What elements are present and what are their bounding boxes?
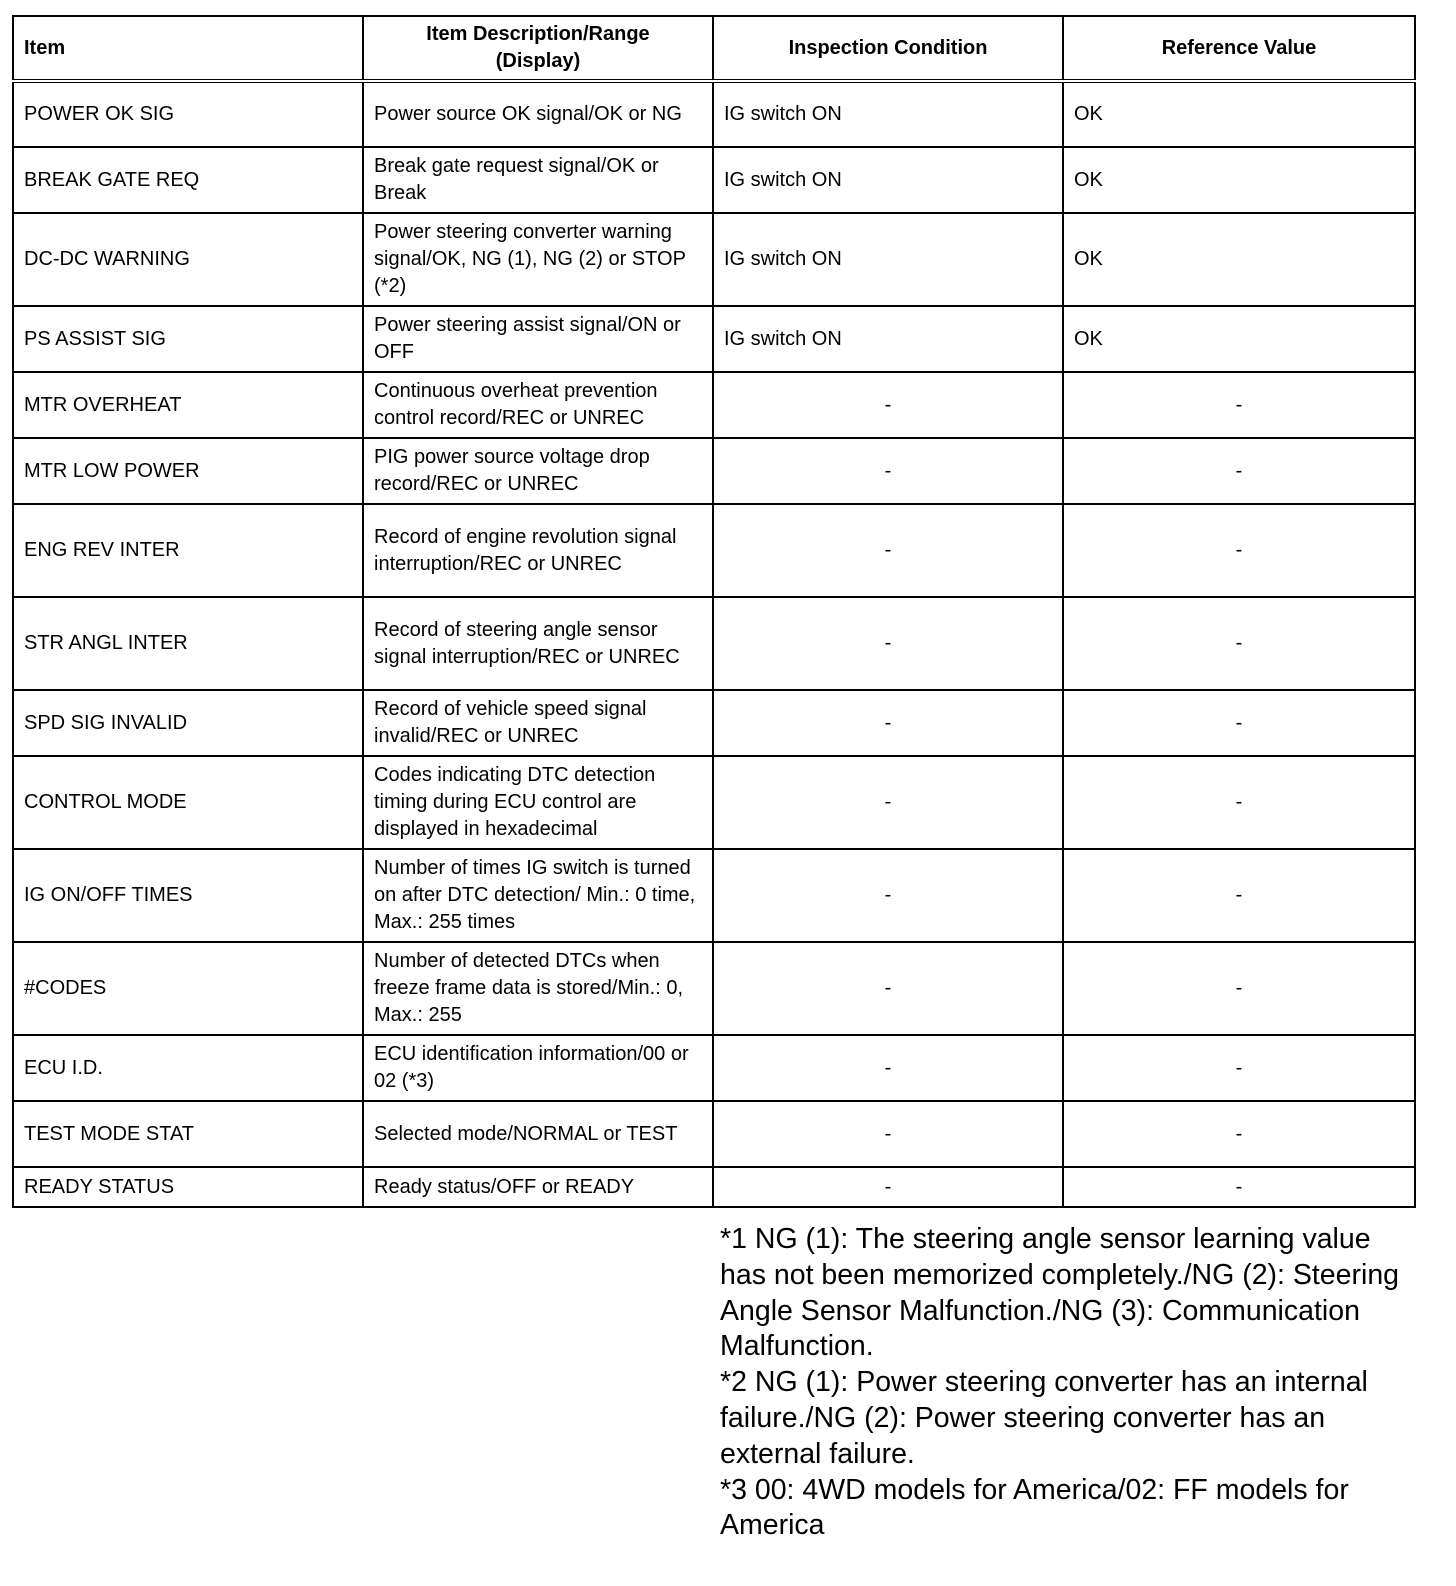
item-cell: MTR LOW POWER [13, 438, 363, 504]
footnote-2: *2 NG (1): Power steering converter has an internal failure./NG (2): Power steering converter has an external failure. [720, 1366, 1368, 1470]
description-cell: ECU identification information/00 or 02 (*3) [363, 1035, 713, 1101]
table-row [13, 81, 1415, 147]
item-cell: CONTROL MODE [13, 756, 363, 849]
condition-cell: - [713, 756, 1063, 849]
condition-cell: IG switch ON [713, 81, 1063, 147]
footnote-3: *3 00: 4WD models for America/02: FF models for America [720, 1473, 1349, 1542]
condition-cell: - [713, 849, 1063, 942]
table-row [13, 504, 1415, 597]
description-cell: Power source OK signal/OK or NG [363, 81, 713, 147]
footnotes [720, 1222, 1420, 1544]
header-item: Item [13, 16, 363, 81]
header-reference: Reference Value [1063, 16, 1415, 81]
description-cell: Codes indicating DTC detection timing during ECU control are displayed in hexadecimal [363, 756, 713, 849]
item-cell: PS ASSIST SIG [13, 306, 363, 372]
reference-cell: - [1063, 849, 1415, 942]
table-row [13, 306, 1415, 372]
table-body [13, 81, 1415, 1207]
condition-cell: IG switch ON [713, 147, 1063, 213]
reference-cell: - [1063, 942, 1415, 1035]
header-condition: Inspection Condition [713, 16, 1063, 81]
item-cell: ENG REV INTER [13, 504, 363, 597]
data-list-table [12, 15, 1416, 1208]
condition-cell: - [713, 1101, 1063, 1167]
item-cell: ECU I.D. [13, 1035, 363, 1101]
table-row [13, 213, 1415, 306]
item-cell: STR ANGL INTER [13, 597, 363, 690]
item-cell: SPD SIG INVALID [13, 690, 363, 756]
condition-cell: - [713, 438, 1063, 504]
reference-cell: - [1063, 438, 1415, 504]
description-cell: Selected mode/NORMAL or TEST [363, 1101, 713, 1167]
table-row [13, 756, 1415, 849]
description-cell: Continuous overheat prevention control record/REC or UNREC [363, 372, 713, 438]
reference-cell: - [1063, 690, 1415, 756]
condition-cell: - [713, 1035, 1063, 1101]
footnote-1: *1 NG (1): The steering angle sensor learning value has not been memorized completely./NG (2): Steering Angle Sensor Malfunction./NG (3): Communication Malfunction. [720, 1223, 1400, 1363]
table-row [13, 849, 1415, 942]
table-row [13, 1167, 1415, 1207]
item-cell: POWER OK SIG [13, 81, 363, 147]
item-cell: #CODES [13, 942, 363, 1035]
condition-cell: - [713, 942, 1063, 1035]
reference-cell: OK [1063, 213, 1415, 306]
header-row [13, 16, 1415, 81]
table-row [13, 690, 1415, 756]
reference-cell: - [1063, 1035, 1415, 1101]
condition-cell: IG switch ON [713, 213, 1063, 306]
item-cell: BREAK GATE REQ [13, 147, 363, 213]
description-cell: PIG power source voltage drop record/REC or UNREC [363, 438, 713, 504]
item-cell: READY STATUS [13, 1167, 363, 1207]
table-row [13, 1035, 1415, 1101]
item-cell: MTR OVERHEAT [13, 372, 363, 438]
table-row [13, 597, 1415, 690]
description-cell: Number of detected DTCs when freeze frame data is stored/Min.: 0, Max.: 255 [363, 942, 713, 1035]
table-row [13, 942, 1415, 1035]
description-cell: Record of engine revolution signal interruption/REC or UNREC [363, 504, 713, 597]
description-cell: Record of vehicle speed signal invalid/REC or UNREC [363, 690, 713, 756]
description-cell: Power steering assist signal/ON or OFF [363, 306, 713, 372]
reference-cell: - [1063, 756, 1415, 849]
description-cell: Ready status/OFF or READY [363, 1167, 713, 1207]
condition-cell: IG switch ON [713, 306, 1063, 372]
table-row [13, 372, 1415, 438]
item-cell: DC-DC WARNING [13, 213, 363, 306]
reference-cell: OK [1063, 147, 1415, 213]
description-cell: Number of times IG switch is turned on after DTC detection/ Min.: 0 time, Max.: 255 times [363, 849, 713, 942]
reference-cell: - [1063, 504, 1415, 597]
reference-cell: - [1063, 372, 1415, 438]
condition-cell: - [713, 690, 1063, 756]
table-row [13, 1101, 1415, 1167]
condition-cell: - [713, 1167, 1063, 1207]
table-row [13, 438, 1415, 504]
description-cell: Power steering converter warning signal/OK, NG (1), NG (2) or STOP (*2) [363, 213, 713, 306]
reference-cell: - [1063, 597, 1415, 690]
condition-cell: - [713, 504, 1063, 597]
table-row [13, 147, 1415, 213]
reference-cell: - [1063, 1101, 1415, 1167]
header-description-line2: (Display) [495, 50, 581, 72]
reference-cell: OK [1063, 81, 1415, 147]
header-description [363, 16, 713, 81]
description-cell: Break gate request signal/OK or Break [363, 147, 713, 213]
reference-cell: OK [1063, 306, 1415, 372]
condition-cell: - [713, 597, 1063, 690]
item-cell: TEST MODE STAT [13, 1101, 363, 1167]
header-description-line1: Item Description/Range [426, 23, 650, 45]
reference-cell: - [1063, 1167, 1415, 1207]
description-cell: Record of steering angle sensor signal interruption/REC or UNREC [363, 597, 713, 690]
condition-cell: - [713, 372, 1063, 438]
item-cell: IG ON/OFF TIMES [13, 849, 363, 942]
